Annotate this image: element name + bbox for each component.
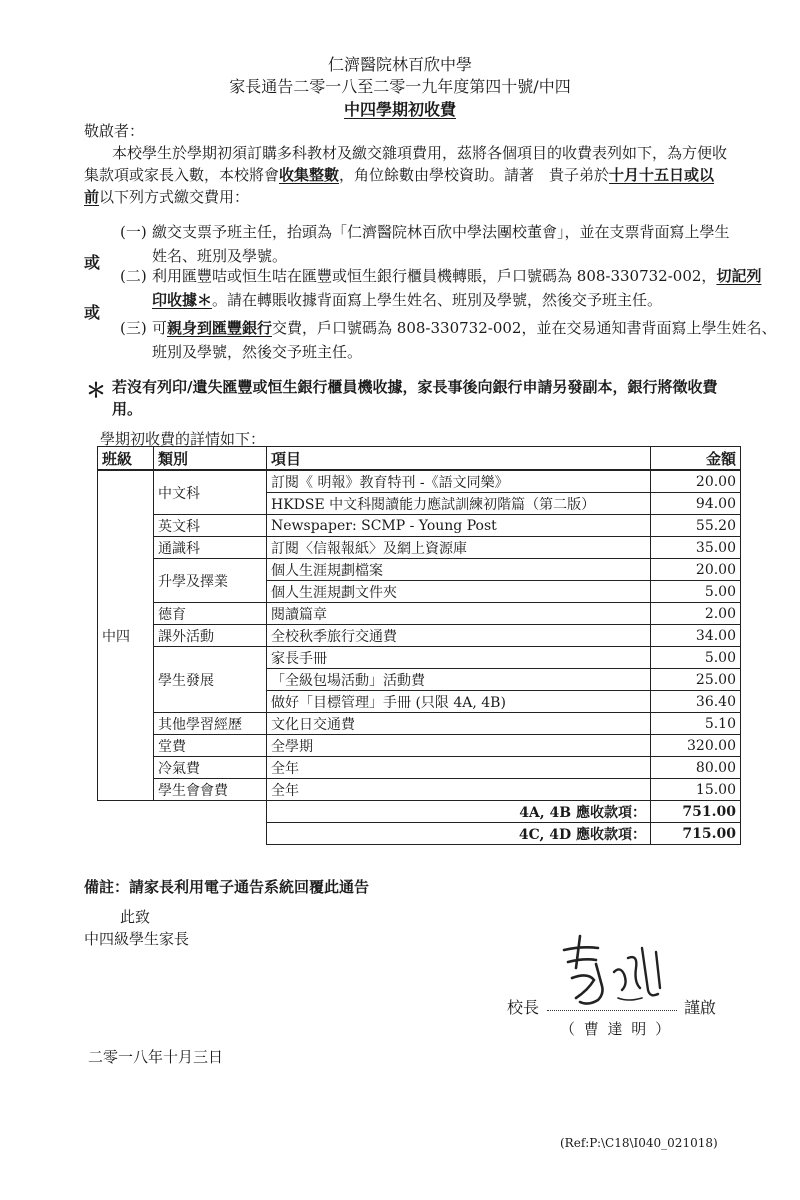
option-emphasis: 親身到匯豐銀行 — [167, 319, 273, 337]
table-row — [98, 515, 741, 537]
item-cell: 訂閱《 明報》教育特刊 -《語文同樂》 — [267, 470, 651, 493]
table-row — [98, 735, 741, 757]
item-cell: Newspaper: SCMP - Young Post — [267, 515, 651, 537]
amount-cell: 55.20 — [651, 515, 741, 537]
total-blank-cell — [98, 801, 267, 823]
category-cell: 課外活動 — [154, 625, 267, 647]
amount-cell: 5.00 — [651, 647, 741, 669]
table-header-row — [98, 447, 741, 471]
table-row — [98, 625, 741, 647]
option-line — [152, 288, 762, 312]
amount-cell: 320.00 — [651, 735, 741, 757]
item-cell: HKDSE 中文科閱讀能力應試訓練初階篇（第二版） — [267, 493, 651, 515]
item-cell: 全校秋季旅行交通費 — [267, 625, 651, 647]
header-category: 類別 — [154, 447, 267, 471]
note-line: 用。 — [112, 400, 143, 418]
total-label: 4A, 4B 應收款項： — [267, 801, 651, 823]
fee-table — [97, 446, 741, 845]
amount-cell: 35.00 — [651, 537, 741, 559]
principal-name: （ 曹 達 明 ） — [560, 1020, 673, 1038]
item-cell: 全年 — [267, 779, 651, 801]
principal-title: 校長 — [507, 998, 540, 1017]
intro-text: 集款項或家長入數，本校將會 — [84, 166, 280, 184]
header-item: 項目 — [267, 447, 651, 471]
category-cell: 中文科 — [154, 470, 267, 515]
item-cell: 家長手冊 — [267, 647, 651, 669]
item-cell: 全年 — [267, 757, 651, 779]
item-cell: 「全級包場活動」活動費 — [267, 669, 651, 691]
principal-signature — [558, 928, 678, 1018]
option-text-segment: 交費，戶口號碼為 808-330732-002，並在交易通知書背面寫上學生姓名、 — [272, 319, 777, 337]
category-cell: 堂費 — [154, 735, 267, 757]
option-emphasis: 印收據＊ — [152, 291, 213, 309]
item-cell: 全學期 — [267, 735, 651, 757]
salutation: 敬啟者： — [84, 122, 145, 140]
closing-line-2: 中四級學生家長 — [84, 930, 190, 948]
or-label: 或 — [84, 303, 101, 322]
category-cell: 學生會會費 — [154, 779, 267, 801]
notice-number: 家長通告二零一八至二零一九年度第四十號/中四 — [229, 77, 571, 96]
reference-code: (Ref:P:\C18\I040_021018) — [560, 1136, 718, 1150]
amount-cell: 94.00 — [651, 493, 741, 515]
amount-cell: 25.00 — [651, 669, 741, 691]
closing-line-1: 此致 — [120, 908, 151, 926]
table-row — [98, 757, 741, 779]
table-caption: 學期初收費的詳情如下： — [100, 430, 266, 448]
payment-option-1 — [120, 220, 770, 270]
amount-cell: 15.00 — [651, 779, 741, 801]
category-cell: 升學及擇業 — [154, 559, 267, 603]
amount-cell: 2.00 — [651, 603, 741, 625]
payment-option-3 — [120, 316, 777, 366]
category-cell: 其他學習經歷 — [154, 713, 267, 735]
amount-cell: 36.40 — [651, 691, 741, 713]
option-line: 繳交支票予班主任，抬頭為「仁濟醫院林百欣中學法團校董會」，並在支票背面寫上學生 — [152, 223, 730, 241]
item-cell: 文化日交通費 — [267, 713, 651, 735]
total-label: 4C, 4D 應收款項： — [267, 823, 651, 845]
table-row — [98, 603, 741, 625]
total-row — [98, 801, 741, 823]
intro-text: 以下列方式繳交費用： — [99, 188, 250, 206]
signature-line — [547, 1010, 677, 1011]
intro-deadline: 十月十五日或以 — [609, 166, 715, 184]
table-row — [98, 559, 741, 581]
total-value: 751.00 — [651, 801, 741, 823]
amount-cell: 20.00 — [651, 470, 741, 493]
amount-cell: 34.00 — [651, 625, 741, 647]
item-cell: 個人生涯規劃檔案 — [267, 559, 651, 581]
header-amount: 金額 — [651, 447, 741, 471]
option-text-segment: 可 — [152, 319, 168, 337]
total-row — [98, 823, 741, 845]
option-text — [152, 264, 762, 312]
category-cell: 英文科 — [154, 515, 267, 537]
notice-subject-wrap — [0, 97, 800, 120]
table-row — [98, 779, 741, 801]
item-cell: 做好「目標管理」手冊 (只限 4A, 4B) — [267, 691, 651, 713]
payment-option-2 — [120, 264, 770, 314]
amount-cell: 80.00 — [651, 757, 741, 779]
option-number: (三) — [120, 319, 147, 337]
category-cell: 德育 — [154, 603, 267, 625]
amount-cell: 5.10 — [651, 713, 741, 735]
option-line — [152, 316, 777, 340]
option-number: (二) — [120, 267, 147, 285]
remark: 備註：請家長利用電子通告系統回覆此通告 — [84, 878, 370, 896]
option-text — [152, 220, 762, 268]
school-name: 仁濟醫院林百欣中學 — [327, 55, 472, 74]
total-blank-cell — [98, 823, 267, 845]
table-row — [98, 470, 741, 493]
table-row — [98, 713, 741, 735]
note-line: 若沒有列印/遺失匯豐或恒生銀行櫃員機收據，家長事後向銀行申請另發副本，銀行將徵收費 — [112, 378, 718, 396]
option-text — [152, 316, 777, 364]
option-emphasis: 切記列 — [716, 267, 762, 285]
intro-deadline-end: 前 — [84, 188, 100, 206]
amount-cell: 20.00 — [651, 559, 741, 581]
amount-cell: 5.00 — [651, 581, 741, 603]
option-line: 班別及學號，然後交予班主任。 — [152, 343, 363, 361]
intro-line-3 — [84, 184, 249, 210]
intro-text: ，角位餘數由學校資助。請著 貴子弟於 — [339, 166, 610, 184]
option-text-segment: 利用匯豐咭或恒生咭在匯豐或恒生銀行櫃員機轉賬，戶口號碼為 808-330732-002， — [152, 267, 717, 285]
table-row — [98, 537, 741, 559]
closing-respectfully: 謹啟 — [684, 998, 717, 1017]
item-cell: 個人生涯規劃文件夾 — [267, 581, 651, 603]
option-number: (一) — [120, 223, 147, 241]
note-text — [112, 376, 762, 420]
header-class: 班級 — [98, 447, 154, 471]
item-cell: 閱讀篇章 — [267, 603, 651, 625]
option-text-segment: 。請在轉賬收據背面寫上學生姓名、班別及學號，然後交予班主任。 — [212, 291, 663, 309]
class-cell: 中四 — [98, 470, 154, 801]
intro-line-1: 本校學生於學期初須訂購多科教材及繳交雜項費用，茲將各個項目的收費表列如下，為方便收 — [112, 144, 728, 162]
intro-emphasis-round-sum: 收集整數 — [279, 166, 340, 184]
option-line — [152, 264, 762, 288]
fee-table-body — [98, 470, 741, 845]
category-cell: 學生發展 — [154, 647, 267, 713]
notice-subject: 中四學期初收費 — [343, 100, 456, 119]
or-label: 或 — [84, 253, 101, 272]
notice-date: 二零一八年十月三日 — [88, 1048, 224, 1066]
table-row — [98, 647, 741, 669]
option-line: 姓名、班別及學號。 — [152, 247, 288, 265]
category-cell: 通識科 — [154, 537, 267, 559]
total-value: 715.00 — [651, 823, 741, 845]
item-cell: 訂閱〈信報報紙〉及網上資源庫 — [267, 537, 651, 559]
category-cell: 冷氣費 — [154, 757, 267, 779]
note-star: ＊ — [86, 378, 106, 402]
